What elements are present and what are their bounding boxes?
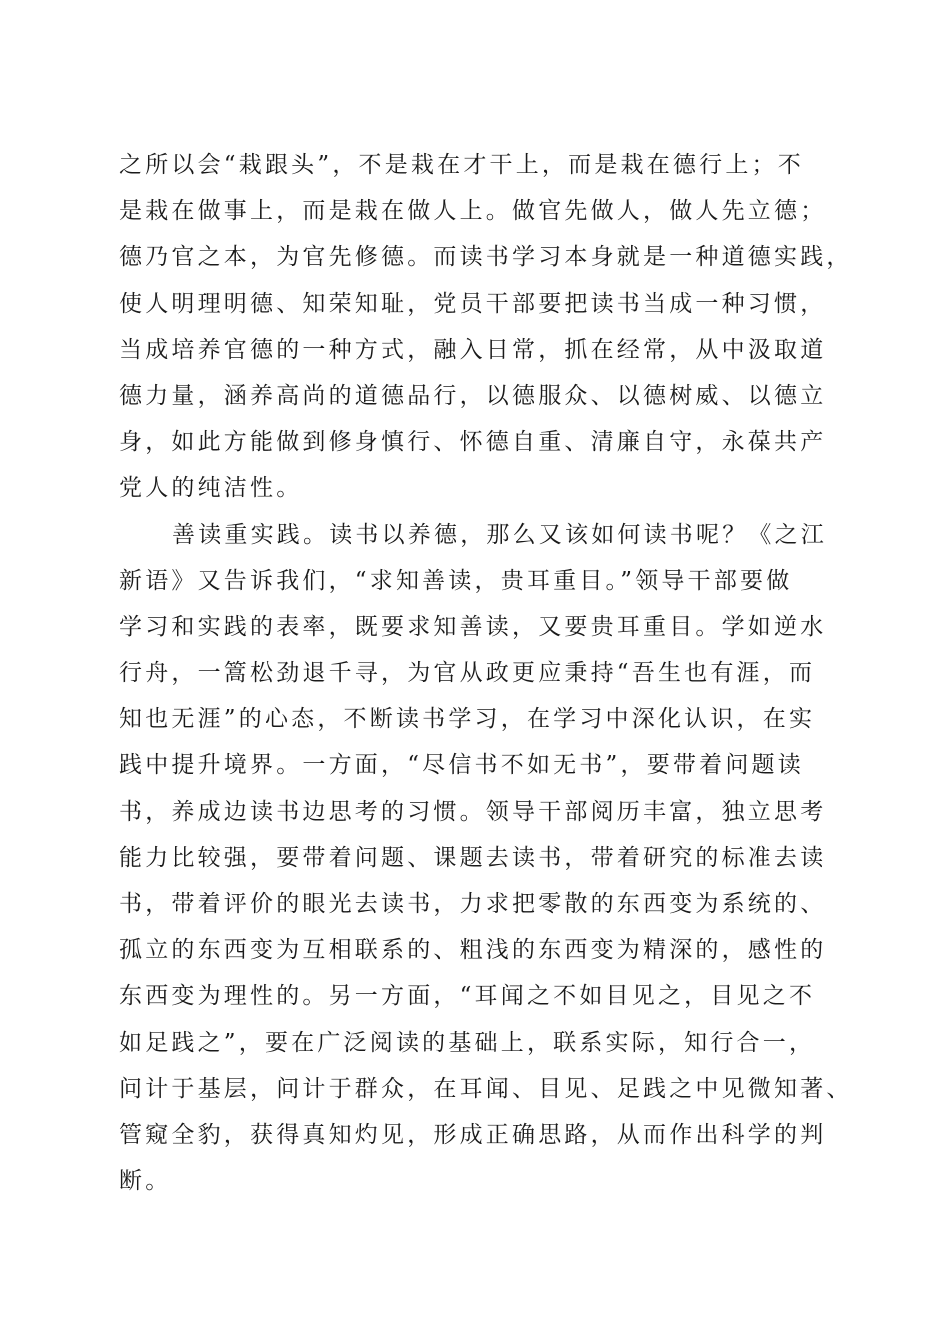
paragraph-line: 德乃官之本，为官先修德。而读书学习本身就是一种道德实践， xyxy=(119,244,853,271)
paragraph-line: 德力量，涵养高尚的道德品行，以德服众、以德树威、以德立 xyxy=(119,382,827,409)
paragraph-line: 书，带着评价的眼光去读书，力求把零散的东西变为系统的、 xyxy=(119,891,827,917)
document-body xyxy=(119,142,859,1204)
paragraph-line: 能力比较强，要带着问题、课题去读书，带着研究的标准去读 xyxy=(119,844,827,871)
paragraph-line: 书，养成边读书边思考的习惯。领导干部阅历丰富，独立思考 xyxy=(119,798,827,825)
paragraph-line: 之所以会“栽跟头”，不是栽在才干上，而是栽在德行上；不 xyxy=(119,152,804,178)
paragraph-line: 孤立的东西变为互相联系的、粗浅的东西变为精深的，感性的 xyxy=(119,937,827,964)
paragraph-line: 使人明理明德、知荣知耻，党员干部要把读书当成一种习惯， xyxy=(119,290,827,317)
paragraph-line: 身，如此方能做到修身慎行、怀德自重、清廉自守，永葆共产 xyxy=(119,429,827,456)
paragraph-line: 问计于基层，问计于群众，在耳闻、目见、足践之中见微知著、 xyxy=(119,1075,853,1102)
paragraph-line: 断。 xyxy=(119,1168,172,1195)
paragraph-line: 知也无涯”的心态，不断读书学习，在学习中深化认识，在实 xyxy=(119,706,816,733)
paragraph-line: 如足践之”，要在广泛阅读的基础上，联系实际，知行合一， xyxy=(119,1029,816,1056)
paragraph-line: 践中提升境界。一方面，“尽信书不如无书”，要带着问题读 xyxy=(119,752,804,779)
paragraph-line: 是栽在做事上，而是栽在做人上。做官先做人，做人先立德； xyxy=(119,198,827,225)
paragraph-line: 学习和实践的表率，既要求知善读，又要贵耳重目。学如逆水 xyxy=(119,613,827,640)
paragraph-line: 管窥全豹，获得真知灼见，形成正确思路，从而作出科学的判 xyxy=(119,1121,827,1148)
paragraph-line: 东西变为理性的。另一方面，“耳闻之不如目见之，目见之不 xyxy=(119,983,816,1010)
paragraph-1 xyxy=(119,142,859,512)
paragraph-line: 党人的纯洁性。 xyxy=(119,475,303,502)
paragraph-line: 行舟，一篙松劲退千寻，为官从政更应秉持“吾生也有涯，而 xyxy=(119,660,816,687)
paragraph-line: 当成培养官德的一种方式，融入日常，抓在经常，从中汲取道 xyxy=(119,336,827,363)
paragraph-line: 新语》又告诉我们，“求知善读，贵耳重目。”领导干部要做 xyxy=(119,567,793,594)
paragraph-2 xyxy=(119,512,859,1205)
paragraph-line: 善读重实践。读书以养德，那么又该如何读书呢？《之江 xyxy=(172,521,827,548)
